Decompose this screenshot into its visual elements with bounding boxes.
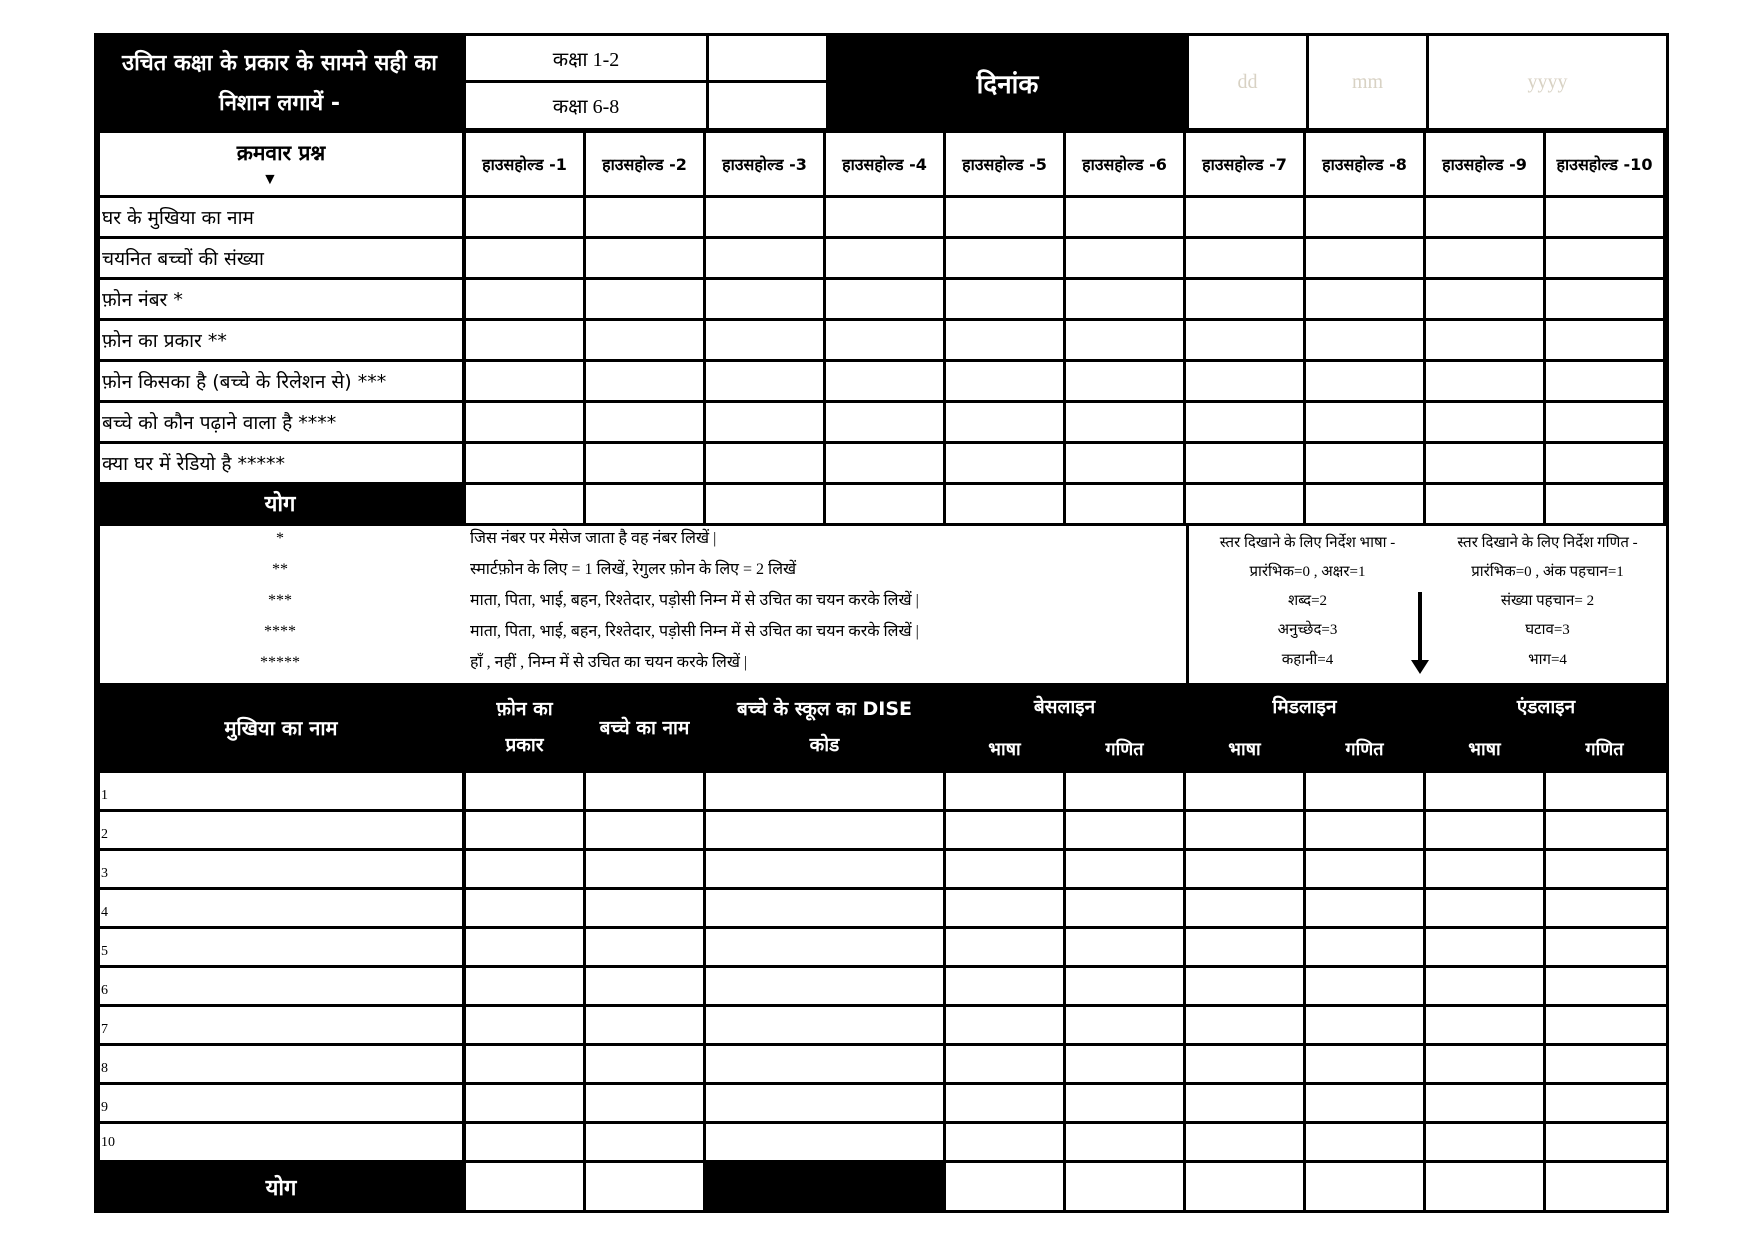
- assessment-entry-cell[interactable]: [946, 1085, 1063, 1121]
- survey-answer-cell[interactable]: [586, 239, 703, 277]
- row-number: 7: [101, 1022, 108, 1037]
- long-down-arrow-icon: [1411, 660, 1429, 674]
- survey-answer-cell[interactable]: [586, 403, 703, 441]
- household-header-6: हाउसहोल्ड -6: [1082, 155, 1167, 174]
- question-label: बच्चे को कौन पढ़ाने वाला है ****: [102, 412, 337, 434]
- household-header-10: हाउसहोल्ड -10: [1556, 155, 1653, 174]
- language-subheader: भाषा: [1468, 739, 1501, 760]
- math-level-line: प्रारंभिक=0 , अंक पहचान=1: [1471, 564, 1624, 580]
- assessment-entry-cell[interactable]: [466, 1124, 583, 1160]
- dise-code-header: [706, 684, 943, 770]
- assessment-entry-cell[interactable]: [586, 851, 703, 887]
- assessment-entry-cell[interactable]: [706, 1007, 943, 1043]
- assessment-total-cell[interactable]: [1306, 1163, 1423, 1210]
- assessment-entry-cell[interactable]: [946, 1046, 1063, 1082]
- survey-answer-cell[interactable]: [1546, 444, 1663, 482]
- survey-answer-cell[interactable]: [1306, 444, 1423, 482]
- survey-answer-cell[interactable]: [826, 198, 943, 236]
- assessment-entry-cell[interactable]: [586, 929, 703, 965]
- question-label: फ़ोन किसका है (बच्चे के रिलेशन से) ***: [102, 371, 387, 393]
- language-subheader: भाषा: [988, 739, 1021, 760]
- survey-answer-cell[interactable]: [1426, 362, 1543, 400]
- question-label: क्या घर में रेडियो है *****: [102, 453, 286, 475]
- survey-answer-cell[interactable]: [1546, 198, 1663, 236]
- phone-type-line: फ़ोन का: [496, 698, 553, 720]
- assessment-entry-cell[interactable]: [946, 929, 1063, 965]
- survey-answer-cell[interactable]: [1546, 321, 1663, 359]
- assessment-entry-cell[interactable]: [1186, 929, 1303, 965]
- assessment-total-cell[interactable]: [946, 1163, 1063, 1210]
- assessment-entry-cell[interactable]: [706, 773, 943, 809]
- survey-answer-cell[interactable]: [706, 198, 823, 236]
- date-label: दिनांक: [976, 70, 1039, 100]
- survey-answer-cell[interactable]: [706, 321, 823, 359]
- assessment-entry-cell[interactable]: [1426, 851, 1543, 887]
- survey-answer-cell[interactable]: [826, 321, 943, 359]
- note-text: हाँ , नहीं , निम्न में से उचित का चयन करके लिखें |: [470, 654, 748, 671]
- note-text: माता, पिता, भाई, बहन, रिश्तेदार, पड़ोसी निम्न में से उचित का चयन करके लिखें |: [470, 623, 919, 640]
- question-label: फ़ोन नंबर *: [102, 289, 183, 311]
- assessment-entry-cell[interactable]: [1186, 812, 1303, 848]
- assessment-entry-cell[interactable]: [1426, 929, 1543, 965]
- class-option-6-8: कक्षा 6-8: [552, 96, 620, 118]
- survey-answer-cell[interactable]: [1426, 198, 1543, 236]
- assessment-entry-cell[interactable]: [1306, 1085, 1423, 1121]
- survey-answer-cell[interactable]: [1546, 403, 1663, 441]
- survey-answer-cell[interactable]: [466, 239, 583, 277]
- survey-answer-cell[interactable]: [586, 198, 703, 236]
- assessment-entry-cell[interactable]: [1186, 773, 1303, 809]
- survey-answer-cell[interactable]: [1426, 444, 1543, 482]
- assessment-entry-cell[interactable]: [586, 1124, 703, 1160]
- child-name-header: बच्चे का नाम: [599, 717, 690, 739]
- survey-answer-cell[interactable]: [946, 362, 1063, 400]
- assessment-entry-cell[interactable]: [1306, 968, 1423, 1004]
- assessment-entry-cell[interactable]: [466, 1085, 583, 1121]
- head-name-cell[interactable]: [100, 1046, 462, 1082]
- note-mark: *****: [260, 654, 300, 671]
- assessment-entry-cell[interactable]: [946, 1124, 1063, 1160]
- row-number: 1: [101, 788, 108, 803]
- assessment-entry-cell[interactable]: [1426, 968, 1543, 1004]
- survey-answer-cell[interactable]: [826, 444, 943, 482]
- household-header-9: हाउसहोल्ड -9: [1442, 155, 1527, 174]
- note-mark: ***: [268, 592, 292, 609]
- assessment-entry-cell[interactable]: [1426, 1007, 1543, 1043]
- date-day-placeholder: dd: [1237, 70, 1258, 93]
- survey-answer-cell[interactable]: [826, 239, 943, 277]
- survey-total-cell[interactable]: [1546, 485, 1663, 523]
- survey-answer-cell[interactable]: [1426, 403, 1543, 441]
- assessment-total-cell[interactable]: [1546, 1163, 1666, 1210]
- assessment-entry-cell[interactable]: [1066, 1007, 1183, 1043]
- assessment-entry-cell[interactable]: [1306, 1124, 1423, 1160]
- row-number: 9: [101, 1100, 108, 1115]
- head-name-cell[interactable]: [100, 851, 462, 887]
- assessment-entry-cell[interactable]: [586, 812, 703, 848]
- date-month-placeholder: mm: [1351, 70, 1384, 93]
- head-name-cell[interactable]: [100, 812, 462, 848]
- assessment-entry-cell[interactable]: [586, 773, 703, 809]
- math-level-line: संख्या पहचान= 2: [1500, 593, 1595, 609]
- head-name-cell[interactable]: [100, 1007, 462, 1043]
- household-header-2: हाउसहोल्ड -2: [602, 155, 687, 174]
- survey-answer-cell[interactable]: [826, 280, 943, 318]
- assessment-entry-cell[interactable]: [1186, 1007, 1303, 1043]
- survey-answer-cell[interactable]: [1066, 198, 1183, 236]
- note-mark: **: [272, 561, 288, 578]
- head-name-cell[interactable]: [100, 929, 462, 965]
- assessment-total-cell[interactable]: [1066, 1163, 1183, 1210]
- survey-answer-cell[interactable]: [466, 198, 583, 236]
- assessment-entry-cell[interactable]: [466, 773, 583, 809]
- survey-answer-cell[interactable]: [1306, 280, 1423, 318]
- survey-answer-cell[interactable]: [706, 444, 823, 482]
- date-year-placeholder: yyyy: [1527, 70, 1568, 93]
- class-option-1-2: कक्षा 1-2: [552, 48, 620, 71]
- assessment-entry-cell[interactable]: [1546, 812, 1666, 848]
- baseline-header: बेसलाइन: [1033, 696, 1096, 718]
- assessment-total-label: योग: [265, 1175, 297, 1201]
- survey-answer-cell[interactable]: [1186, 239, 1303, 277]
- assessment-entry-cell[interactable]: [466, 851, 583, 887]
- assessment-entry-cell[interactable]: [1066, 1124, 1183, 1160]
- assessment-entry-cell[interactable]: [1306, 890, 1423, 926]
- question-label: फ़ोन का प्रकार **: [102, 330, 227, 352]
- class-instruction-text: उचित कक्षा के प्रकार के सामने सही का निशान लगायें -: [122, 51, 437, 116]
- assessment-entry-cell[interactable]: [1066, 968, 1183, 1004]
- phone-type-header: [466, 684, 583, 770]
- survey-answer-cell[interactable]: [1306, 198, 1423, 236]
- down-arrow-shaft: [1418, 592, 1422, 660]
- assessment-entry-cell[interactable]: [1426, 1124, 1543, 1160]
- assessment-entry-cell[interactable]: [466, 968, 583, 1004]
- assessment-total-cell[interactable]: [1426, 1163, 1543, 1210]
- household-header-3: हाउसहोल्ड -3: [722, 155, 807, 174]
- head-name-cell[interactable]: [100, 1124, 462, 1160]
- assessment-entry-cell[interactable]: [1546, 1124, 1666, 1160]
- note-text: माता, पिता, भाई, बहन, रिश्तेदार, पड़ोसी निम्न में से उचित का चयन करके लिखें |: [470, 592, 919, 609]
- survey-total-cell[interactable]: [1426, 485, 1543, 523]
- note-mark: ****: [264, 623, 296, 640]
- assessment-entry-cell[interactable]: [706, 1046, 943, 1082]
- row-number: 4: [101, 905, 108, 920]
- assessment-entry-cell[interactable]: [1306, 773, 1423, 809]
- note-text: स्मार्टफ़ोन के लिए = 1 लिखें, रेगुलर फ़ोन के लिए = 2 लिखें: [470, 561, 797, 578]
- assessment-entry-cell[interactable]: [1546, 968, 1666, 1004]
- survey-total-cell[interactable]: [586, 485, 703, 523]
- assessment-entry-cell[interactable]: [466, 812, 583, 848]
- assessment-entry-cell[interactable]: [586, 1046, 703, 1082]
- class-check-1-2[interactable]: [709, 36, 826, 80]
- survey-answer-cell[interactable]: [1066, 280, 1183, 318]
- row-number: 5: [101, 944, 108, 959]
- assessment-entry-cell[interactable]: [706, 890, 943, 926]
- assessment-entry-cell[interactable]: [1426, 1046, 1543, 1082]
- assessment-entry-cell[interactable]: [1186, 851, 1303, 887]
- assessment-entry-cell[interactable]: [1186, 1046, 1303, 1082]
- assessment-entry-cell[interactable]: [1066, 890, 1183, 926]
- assessment-entry-cell[interactable]: [706, 1124, 943, 1160]
- assessment-entry-cell[interactable]: [1546, 1046, 1666, 1082]
- assessment-entry-cell[interactable]: [466, 929, 583, 965]
- assessment-entry-cell[interactable]: [1426, 773, 1543, 809]
- assessment-entry-cell[interactable]: [706, 968, 943, 1004]
- math-level-line: घटाव=3: [1525, 622, 1570, 638]
- assessment-entry-cell[interactable]: [1066, 851, 1183, 887]
- math-level-line: भाग=4: [1528, 652, 1567, 668]
- language-level-line: कहानी=4: [1281, 652, 1334, 668]
- survey-answer-cell[interactable]: [586, 362, 703, 400]
- dise-code-line: बच्चे के स्कूल का DISE: [736, 698, 912, 720]
- row-number: 3: [101, 866, 108, 881]
- survey-answer-cell[interactable]: [946, 321, 1063, 359]
- assessment-total-cell[interactable]: [466, 1163, 583, 1210]
- survey-answer-cell[interactable]: [466, 444, 583, 482]
- household-header-8: हाउसहोल्ड -8: [1322, 155, 1407, 174]
- assessment-entry-cell[interactable]: [946, 773, 1063, 809]
- assessment-entry-cell[interactable]: [946, 851, 1063, 887]
- assessment-entry-cell[interactable]: [1546, 1007, 1666, 1043]
- assessment-entry-cell[interactable]: [1546, 773, 1666, 809]
- assessment-entry-cell[interactable]: [1066, 1046, 1183, 1082]
- survey-answer-cell[interactable]: [1186, 362, 1303, 400]
- survey-answer-cell[interactable]: [706, 403, 823, 441]
- assessment-entry-cell[interactable]: [1066, 1085, 1183, 1121]
- assessment-entry-cell[interactable]: [1546, 1085, 1666, 1121]
- assessment-entry-cell[interactable]: [1306, 1046, 1423, 1082]
- assessment-entry-cell[interactable]: [946, 812, 1063, 848]
- survey-answer-cell[interactable]: [466, 403, 583, 441]
- assessment-total-cell[interactable]: [586, 1163, 703, 1210]
- survey-total-cell[interactable]: [1306, 485, 1423, 523]
- assessment-entry-cell[interactable]: [1426, 1085, 1543, 1121]
- survey-answer-cell[interactable]: [1426, 239, 1543, 277]
- survey-answer-cell[interactable]: [1546, 362, 1663, 400]
- survey-answer-cell[interactable]: [1186, 444, 1303, 482]
- survey-total-cell[interactable]: [466, 485, 583, 523]
- assessment-entry-cell[interactable]: [1186, 890, 1303, 926]
- survey-answer-cell[interactable]: [586, 444, 703, 482]
- survey-answer-cell[interactable]: [706, 280, 823, 318]
- survey-total-cell[interactable]: [1066, 485, 1183, 523]
- assessment-entry-cell[interactable]: [946, 890, 1063, 926]
- assessment-entry-cell[interactable]: [586, 1007, 703, 1043]
- survey-answer-cell[interactable]: [826, 403, 943, 441]
- survey-total-cell[interactable]: [706, 485, 823, 523]
- question-label: चयनित बच्चों की संख्या: [102, 248, 264, 270]
- endline-header: एंडलाइन: [1516, 696, 1576, 718]
- survey-answer-cell[interactable]: [946, 444, 1063, 482]
- survey-answer-cell[interactable]: [1066, 239, 1183, 277]
- survey-answer-cell[interactable]: [946, 280, 1063, 318]
- language-level-line: प्रारंभिक=0 , अक्षर=1: [1249, 564, 1366, 580]
- survey-answer-cell[interactable]: [586, 280, 703, 318]
- survey-answer-cell[interactable]: [1306, 403, 1423, 441]
- row-number: 10: [101, 1135, 115, 1150]
- assessment-entry-cell[interactable]: [1186, 1124, 1303, 1160]
- survey-answer-cell[interactable]: [706, 239, 823, 277]
- survey-answer-cell[interactable]: [1066, 321, 1183, 359]
- survey-answer-cell[interactable]: [1306, 362, 1423, 400]
- down-arrow-icon: ▼: [262, 171, 278, 188]
- survey-answer-cell[interactable]: [946, 239, 1063, 277]
- survey-answer-cell[interactable]: [1186, 403, 1303, 441]
- assessment-entry-cell[interactable]: [706, 812, 943, 848]
- math-subheader: गणित: [1105, 739, 1144, 760]
- assessment-entry-cell[interactable]: [1546, 890, 1666, 926]
- assessment-entry-cell[interactable]: [1186, 1085, 1303, 1121]
- survey-total-cell[interactable]: [1186, 485, 1303, 523]
- head-name-cell[interactable]: [100, 890, 462, 926]
- survey-answer-cell[interactable]: [1186, 280, 1303, 318]
- math-subheader: गणित: [1345, 739, 1384, 760]
- assessment-entry-cell[interactable]: [946, 968, 1063, 1004]
- survey-answer-cell[interactable]: [946, 403, 1063, 441]
- survey-answer-cell[interactable]: [1066, 403, 1183, 441]
- assessment-entry-cell[interactable]: [1306, 1007, 1423, 1043]
- head-name-cell[interactable]: [100, 1085, 462, 1121]
- survey-answer-cell[interactable]: [706, 362, 823, 400]
- household-header-7: हाउसहोल्ड -7: [1202, 155, 1287, 174]
- survey-total-cell[interactable]: [946, 485, 1063, 523]
- survey-answer-cell[interactable]: [826, 362, 943, 400]
- language-level-line: स्तर दिखाने के लिए निर्देश भाषा -: [1219, 535, 1396, 551]
- head-name-cell[interactable]: [100, 773, 462, 809]
- assessment-entry-cell[interactable]: [946, 1007, 1063, 1043]
- row-number: 8: [101, 1061, 108, 1076]
- household-header-4: हाउसहोल्ड -4: [842, 155, 927, 174]
- household-header-5: हाउसहोल्ड -5: [962, 155, 1047, 174]
- assessment-entry-cell[interactable]: [706, 851, 943, 887]
- assessment-entry-cell[interactable]: [706, 1085, 943, 1121]
- assessment-entry-cell[interactable]: [1066, 773, 1183, 809]
- note-mark: *: [276, 530, 284, 547]
- survey-answer-cell[interactable]: [946, 198, 1063, 236]
- survey-answer-cell[interactable]: [1306, 239, 1423, 277]
- row-number: 2: [101, 827, 108, 842]
- survey-answer-cell[interactable]: [466, 321, 583, 359]
- assessment-entry-cell[interactable]: [586, 968, 703, 1004]
- survey-answer-cell[interactable]: [1426, 280, 1543, 318]
- survey-answer-cell[interactable]: [1546, 280, 1663, 318]
- row-number: 6: [101, 983, 108, 998]
- assessment-entry-cell[interactable]: [1546, 929, 1666, 965]
- survey-answer-cell[interactable]: [1186, 198, 1303, 236]
- questions-header: क्रमवार प्रश्न: [236, 141, 326, 165]
- language-subheader: भाषा: [1228, 739, 1261, 760]
- assessment-entry-cell[interactable]: [1306, 812, 1423, 848]
- assessment-entry-cell[interactable]: [466, 1007, 583, 1043]
- head-name-header: मुखिया का नाम: [224, 715, 338, 740]
- math-level-line: स्तर दिखाने के लिए निर्देश गणित -: [1457, 535, 1638, 551]
- assessment-entry-cell[interactable]: [586, 890, 703, 926]
- math-subheader: गणित: [1585, 739, 1624, 760]
- class-instruction: [100, 40, 459, 128]
- language-level-line: अनुच्छेद=3: [1277, 622, 1338, 638]
- survey-answer-cell[interactable]: [466, 280, 583, 318]
- assessment-entry-cell[interactable]: [1066, 812, 1183, 848]
- survey-answer-cell[interactable]: [1426, 321, 1543, 359]
- assessment-entry-cell[interactable]: [706, 929, 943, 965]
- assessment-entry-cell[interactable]: [1426, 812, 1543, 848]
- language-level-line: शब्द=2: [1287, 593, 1328, 609]
- assessment-entry-cell[interactable]: [466, 890, 583, 926]
- question-label: घर के मुखिया का नाम: [102, 207, 254, 229]
- household-header-1: हाउसहोल्ड -1: [482, 155, 567, 174]
- assessment-total-cell[interactable]: [1186, 1163, 1303, 1210]
- survey-answer-cell[interactable]: [1186, 321, 1303, 359]
- assessment-entry-cell[interactable]: [1426, 890, 1543, 926]
- survey-answer-cell[interactable]: [466, 362, 583, 400]
- assessment-entry-cell[interactable]: [466, 1046, 583, 1082]
- survey-answer-cell[interactable]: [586, 321, 703, 359]
- assessment-entry-cell[interactable]: [1306, 851, 1423, 887]
- survey-answer-cell[interactable]: [1546, 239, 1663, 277]
- dise-code-line: कोड: [809, 734, 840, 756]
- survey-answer-cell[interactable]: [1066, 362, 1183, 400]
- class-check-6-8[interactable]: [709, 83, 826, 128]
- survey-total-label: योग: [264, 491, 296, 517]
- midline-header: मिडलाइन: [1272, 696, 1337, 718]
- assessment-entry-cell[interactable]: [1186, 968, 1303, 1004]
- assessment-entry-cell[interactable]: [1546, 851, 1666, 887]
- survey-total-cell[interactable]: [826, 485, 943, 523]
- survey-answer-cell[interactable]: [1066, 444, 1183, 482]
- assessment-entry-cell[interactable]: [586, 1085, 703, 1121]
- phone-type-line: प्रकार: [505, 734, 544, 756]
- note-text: जिस नंबर पर मेसेज जाता है वह नंबर लिखें |: [470, 530, 717, 547]
- survey-answer-cell[interactable]: [1306, 321, 1423, 359]
- assessment-entry-cell[interactable]: [1066, 929, 1183, 965]
- head-name-cell[interactable]: [100, 968, 462, 1004]
- assessment-entry-cell[interactable]: [1306, 929, 1423, 965]
